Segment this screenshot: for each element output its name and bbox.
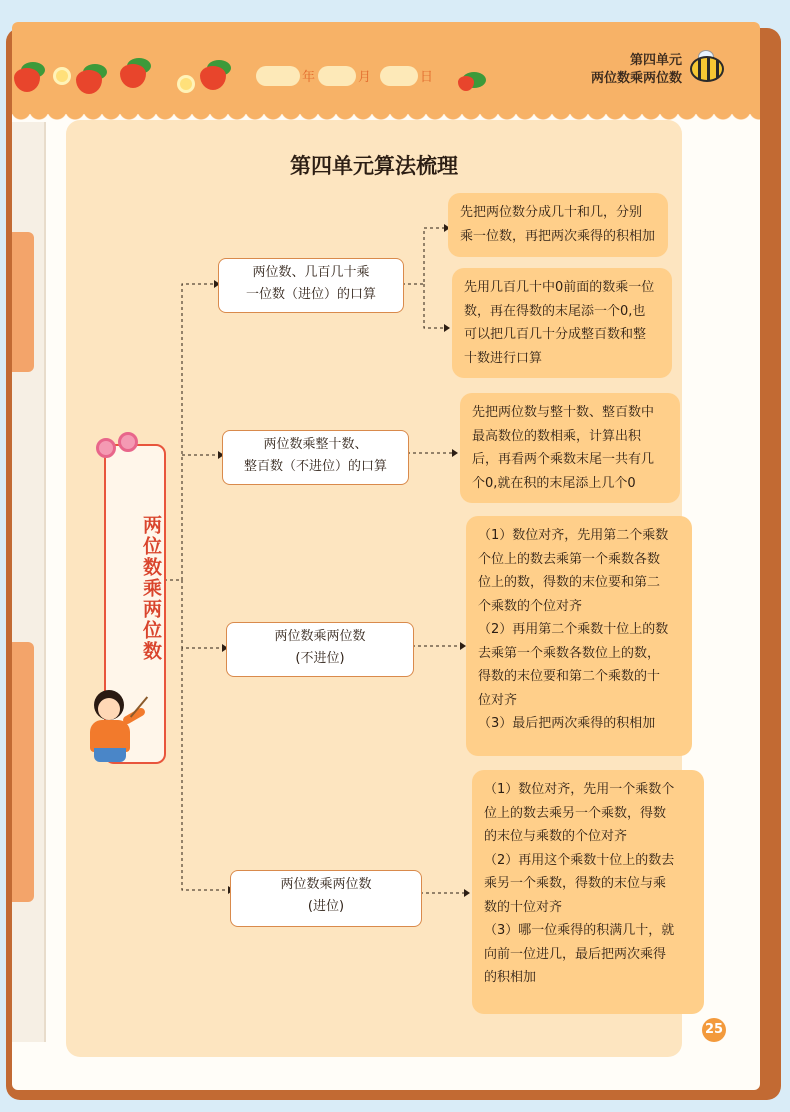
method-box	[466, 516, 692, 756]
flower-icon	[118, 432, 138, 452]
year-label: 年	[302, 70, 316, 85]
method-box	[460, 393, 680, 503]
method-line: 数的十位对齐	[484, 899, 563, 915]
branch-label: (不进位)	[295, 651, 345, 666]
method-line: 十数进行口算	[464, 350, 543, 366]
arrow-head	[444, 324, 450, 332]
method-line: 的积相加	[484, 970, 537, 985]
branch-node-2	[222, 430, 409, 485]
arrow-head	[452, 449, 458, 457]
method-line: 向前一位进几，最后把两次乘得	[484, 946, 667, 962]
method-line: （3）哪一位乘得的积满几十，就	[484, 923, 675, 938]
page-number: 25	[702, 1018, 726, 1042]
connector-line	[424, 284, 444, 328]
method-line: 后，再看两个乘数末尾一共有几	[472, 452, 655, 467]
root-label: 两位数乘两位数	[140, 514, 162, 662]
branch-label: 整百数（不进位）的口算	[243, 459, 387, 474]
unit-topic: 两位数乘两位数	[590, 71, 682, 86]
method-line: 位上的数，得数的末位要和第二	[478, 575, 661, 590]
method-line: 乘另一个乘数，得数的末位与乘	[484, 876, 667, 891]
method-line: 乘一位数，再把两次乘得的积相加	[460, 228, 656, 244]
method-line: （2）再用第二个乘数十位上的数	[478, 622, 669, 637]
method-line: 去乘第一个乘数各数位上的数，	[478, 645, 661, 661]
method-line: 的末位与乘数的个位对齐	[484, 829, 628, 844]
method-line: （3）最后把两次乘得的积相加	[478, 716, 656, 731]
connector-line	[182, 580, 222, 648]
method-line: 最高数位的数相乘，计算出积	[472, 428, 642, 444]
method-box	[448, 193, 668, 257]
connector-line	[182, 648, 228, 890]
branch-label: 两位数乘两位数	[274, 629, 366, 644]
branch-label: (进位)	[307, 899, 345, 914]
page-title: 第四单元算法梳理	[290, 154, 458, 178]
branch-node-3	[226, 622, 414, 677]
method-line: （2）再用这个乘数十位上的数去	[484, 852, 675, 868]
method-line: 先把两位数分成几十和几，分别	[460, 205, 643, 220]
branch-node-1	[218, 258, 404, 313]
branch-label: 两位数乘两位数	[280, 877, 372, 892]
method-line: 数，再在得数的末尾添一个0,也	[464, 303, 646, 319]
teacher-illustration	[86, 690, 156, 766]
method-line: 个0,就在积的末尾添上几个0	[472, 475, 636, 491]
method-line: 得数的末位要和第二个乘数的十	[478, 669, 661, 684]
branch-node-4	[230, 870, 422, 927]
method-line: 先用几百几十中0前面的数乘一位	[464, 280, 655, 295]
method-line: 个乘数的个位对齐	[478, 598, 583, 614]
flower-icon	[96, 438, 116, 458]
unit-name: 第四单元	[629, 53, 682, 68]
method-line: 位上的数去乘另一个乘数，得数	[484, 805, 667, 821]
branch-label: 两位数乘整十数、	[263, 437, 368, 452]
connector-line	[402, 228, 444, 284]
method-line: 位对齐	[478, 692, 518, 708]
branch-label: 一位数（进位）的口算	[245, 287, 376, 302]
method-box	[452, 268, 672, 378]
connector-line	[164, 284, 214, 580]
day-label: 日	[420, 70, 434, 85]
method-line: 先把两位数与整十数、整百数中	[472, 405, 655, 420]
arrow-head	[464, 889, 470, 897]
method-box	[472, 770, 704, 1014]
method-line: 个位上的数去乘第一个乘数各数	[478, 551, 661, 567]
method-line: （1）数位对齐，先用一个乘数个	[484, 782, 675, 797]
month-label: 月	[358, 70, 372, 85]
branch-label: 两位数、几百几十乘	[252, 265, 370, 280]
method-line: （1）数位对齐，先用第二个乘数	[478, 528, 669, 543]
method-line: 可以把几百几十分成整百数和整	[464, 327, 647, 342]
